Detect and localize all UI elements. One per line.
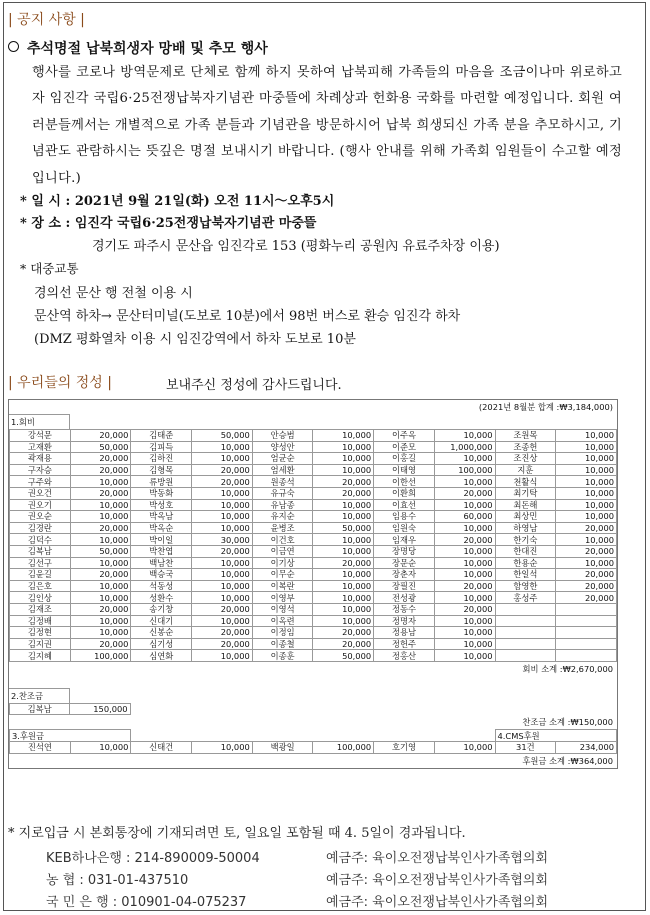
donation-amount: 10,000 (556, 534, 617, 546)
donor-name: 정헌주 (374, 638, 435, 650)
donor-name: 권오건 (10, 487, 71, 499)
member-group-label: 1.회비 (9, 414, 70, 429)
donor-name: 김지혜 (10, 650, 71, 662)
donation-amount: 10,000 (192, 522, 253, 534)
account-holder: 예금주: 육이오전쟁납북인사가족협의회 (326, 895, 548, 910)
donor-name: 이옥련 (252, 615, 313, 627)
donor-name: 최상민 (495, 511, 556, 523)
table-row (10, 441, 617, 453)
donation-amount: 10,000 (313, 499, 374, 511)
account-holder: 예금주: 육이오전쟁납북인사가족협의회 (326, 851, 548, 866)
donations-title-text: 우리들의 정성 (17, 375, 103, 391)
donor-name: 구자승 (10, 464, 71, 476)
table-row (10, 569, 617, 581)
donor-name: 이홍길 (374, 453, 435, 465)
donor-name: 이한선 (374, 476, 435, 488)
headline-text: 추석명절 납북희생자 망배 및 추모 행사 (27, 41, 268, 57)
donation-amount: 1,000,000 (434, 441, 495, 453)
donation-amount: 10,000 (434, 638, 495, 650)
donation-amount (556, 603, 617, 615)
support-subtotal: 찬조금 소계 :₩150,000 (522, 717, 613, 728)
donor-name: 김인상 (10, 592, 71, 604)
table-row (10, 464, 617, 476)
donation-amount: 20,000 (434, 487, 495, 499)
donor-name: 한대진 (495, 545, 556, 557)
donation-amount: 10,000 (434, 522, 495, 534)
spacer-cell (131, 730, 495, 742)
donor-name: 홍성주 (495, 592, 556, 604)
donation-amount: 10,000 (192, 592, 253, 604)
donor-name (495, 615, 556, 627)
donor-name: 하영남 (495, 522, 556, 534)
donation-amount: 10,000 (313, 453, 374, 465)
donation-amount: 10,000 (70, 615, 131, 627)
donation-amount: 10,000 (313, 464, 374, 476)
table-row (10, 476, 617, 488)
donor-name: 전성광 (374, 592, 435, 604)
donation-amount (556, 650, 617, 662)
donor-name: 윤병조 (252, 522, 313, 534)
donation-amount: 20,000 (70, 464, 131, 476)
donation-amount: 50,000 (313, 650, 374, 662)
donor-name: 김복남 (10, 703, 70, 715)
donation-amount: 10,000 (556, 511, 617, 523)
donor-name: 박이일 (131, 534, 192, 546)
donor-name: 김은호 (10, 580, 71, 592)
donor-name: 이기상 (252, 557, 313, 569)
donor-name: 신태건 (131, 742, 192, 754)
donor-name: 신대기 (131, 615, 192, 627)
date-label: * 일 시 : (20, 194, 71, 209)
donation-amount: 234,000 (556, 742, 617, 754)
donor-name: 호기영 (374, 742, 435, 754)
notice-title-text: 공지 사항 (17, 12, 76, 28)
donor-name: 엄세환 (252, 464, 313, 476)
donation-amount: 20,000 (192, 476, 253, 488)
donation-amount: 20,000 (313, 476, 374, 488)
donation-amount: 10,000 (434, 545, 495, 557)
donation-amount: 20,000 (556, 580, 617, 592)
donation-amount: 10,000 (192, 499, 253, 511)
donation-amount: 10,000 (70, 534, 131, 546)
donation-amount: 20,000 (434, 603, 495, 615)
donor-name: 김윤길 (10, 569, 71, 581)
member-subtotal: 회비 소계 :₩2,670,000 (522, 663, 613, 674)
table-row (10, 545, 617, 557)
donation-amount: 20,000 (70, 569, 131, 581)
donor-name: 장명당 (374, 545, 435, 557)
sponsor-header-table (9, 729, 617, 753)
donation-table (8, 399, 618, 769)
sponsor-subtotal: 후원금 소계 :₩364,000 (522, 755, 613, 766)
notice-section-title: | 공지 사항 | (8, 12, 85, 28)
donor-name: 김피득 (131, 441, 192, 453)
transit-line-2: 문산역 하차→ 문산터미널(도보로 10분)에서 98번 버스로 환승 임진각 하차 (34, 309, 461, 324)
donor-name: 박성호 (131, 499, 192, 511)
donor-name: 박옥순 (131, 522, 192, 534)
donation-amount: 10,000 (434, 430, 495, 442)
donation-amount: 20,000 (192, 464, 253, 476)
donor-name: 엄균순 (252, 453, 313, 465)
support-table (9, 703, 131, 716)
donor-name: 권오순 (10, 511, 71, 523)
date-value: 2021년 9월 21일(화) 오전 11시～오후5시 (74, 194, 335, 209)
bank-account: 국 민 은 행 : 010901-04-075237 (46, 895, 247, 910)
donor-name: 양성안 (252, 441, 313, 453)
table-row (10, 592, 617, 604)
transit-line-1: 경의선 문산 행 전철 이용 시 (34, 286, 193, 301)
event-place (20, 212, 316, 231)
event-date (20, 190, 334, 209)
cms-label: 4.CMS후원 (495, 730, 617, 742)
donor-name (495, 603, 556, 615)
donor-name: 신봉순 (131, 627, 192, 639)
donation-amount: 10,000 (434, 476, 495, 488)
donations-section-title: | 우리들의 정성 | (8, 375, 112, 391)
donor-name: 정동수 (374, 603, 435, 615)
donation-amount: 10,000 (192, 742, 253, 754)
donation-amount: 10,000 (313, 430, 374, 442)
donor-name: 이건호 (252, 534, 313, 546)
donor-name: 이환희 (374, 487, 435, 499)
donation-amount: 20,000 (192, 545, 253, 557)
donor-name: 고재환 (10, 441, 71, 453)
donor-name: 심기성 (131, 638, 192, 650)
donation-amount: 10,000 (192, 569, 253, 581)
table-row (10, 487, 617, 499)
donor-name: 유지순 (252, 511, 313, 523)
donation-amount: 20,000 (556, 545, 617, 557)
transit-line-3: (DMZ 평화열차 이용 시 임진강역에서 하차 도보로 10분 (34, 332, 356, 347)
donation-amount: 20,000 (70, 487, 131, 499)
donation-amount: 20,000 (556, 569, 617, 581)
donation-amount: 10,000 (192, 580, 253, 592)
table-row (10, 534, 617, 546)
donor-name: 김정배 (10, 615, 71, 627)
donation-amount: 10,000 (556, 430, 617, 442)
donor-name: 조진상 (495, 453, 556, 465)
donor-name: 최돈해 (495, 499, 556, 511)
donation-amount: 20,000 (313, 627, 374, 639)
notice-paragraph: 행사를 코로나 방역문제로 단체로 함께 하지 못하여 납북피해 가족들의 마음을 조금이나마 위로하고자 임진각 국립6·25전쟁납북자기념관 마중뜰에 차례상과 헌화용 국화를 마련할 예정입니다. 회원 여러분들께서는 개별적으로 가족 분들과 기념관을 방문하시어 납북 희생되신 가족 분을 추모하시고, 기념관도 관람하시는 뜻깊은 명절 보내시기 바랍니다. (행사 안내를 위해 가족회 임원들이 수고할 예정입니다.) (32, 65, 622, 186)
donor-name: 김복남 (10, 545, 71, 557)
donor-name: 김덕수 (10, 534, 71, 546)
donor-name: 박동화 (131, 487, 192, 499)
donor-name: 정홍산 (374, 650, 435, 662)
donation-amount: 20,000 (70, 453, 131, 465)
donor-name: 이종철 (252, 638, 313, 650)
donation-amount: 10,000 (70, 627, 131, 639)
donor-name (495, 627, 556, 639)
donation-amount: 50,000 (313, 522, 374, 534)
donation-amount: 30,000 (192, 534, 253, 546)
table-row (10, 615, 617, 627)
table-row (10, 603, 617, 615)
donation-amount: 10,000 (556, 453, 617, 465)
donor-name: 권오기 (10, 499, 71, 511)
donation-amount: 10,000 (313, 580, 374, 592)
donation-amount: 10,000 (192, 487, 253, 499)
donation-amount: 10,000 (70, 557, 131, 569)
donor-name: 박찬엽 (131, 545, 192, 557)
donation-amount: 20,000 (434, 534, 495, 546)
donor-name: 이준모 (374, 441, 435, 453)
donation-amount: 10,000 (70, 592, 131, 604)
donation-amount: 10,000 (434, 499, 495, 511)
donor-name: 이금연 (252, 545, 313, 557)
donation-amount: 10,000 (192, 650, 253, 662)
donation-amount: 10,000 (434, 557, 495, 569)
donation-amount: 20,000 (313, 638, 374, 650)
donor-name: 이태영 (374, 464, 435, 476)
donor-name: 조종헌 (495, 441, 556, 453)
giro-note: * 지로입금 시 본회통장에 기재되려면 토, 일요일 포함될 때 4. 5일이 경과됩니다. (8, 826, 466, 841)
donation-amount: 20,000 (556, 592, 617, 604)
donation-amount: 20,000 (434, 580, 495, 592)
donation-amount: 20,000 (70, 603, 131, 615)
donation-amount: 10,000 (70, 742, 131, 754)
donation-amount: 10,000 (556, 499, 617, 511)
member-table (9, 429, 617, 662)
donation-amount: 20,000 (192, 627, 253, 639)
donor-name: 정명자 (374, 615, 435, 627)
donation-amount: 20,000 (556, 522, 617, 534)
donation-amount: 100,000 (434, 464, 495, 476)
donation-amount: 10,000 (313, 441, 374, 453)
table-row (10, 499, 617, 511)
donor-name: 곽재용 (10, 453, 71, 465)
donor-name: 김지권 (10, 638, 71, 650)
donation-amount: 10,000 (313, 615, 374, 627)
donor-name: 이복란 (252, 580, 313, 592)
notice-headline (8, 38, 268, 58)
circle-bullet-icon (8, 41, 19, 52)
bank-account: KEB하나은행 : 214-890009-50004 (46, 851, 260, 866)
donation-amount: 10,000 (70, 476, 131, 488)
donor-name: 장필진 (374, 580, 435, 592)
sponsor-row (10, 742, 617, 754)
donor-name: 안승범 (252, 430, 313, 442)
donation-amount: 10,000 (313, 511, 374, 523)
donation-amount: 10,000 (313, 545, 374, 557)
donor-name: 김선구 (10, 557, 71, 569)
donation-amount: 10,000 (556, 441, 617, 453)
sponsor-group-label: 3.후원금 (10, 730, 131, 742)
donation-amount: 10,000 (192, 441, 253, 453)
donor-name: 이영부 (252, 592, 313, 604)
donation-amount: 20,000 (192, 603, 253, 615)
table-row (10, 580, 617, 592)
donation-amount: 100,000 (70, 650, 131, 662)
donation-amount: 10,000 (556, 487, 617, 499)
table-row (10, 511, 617, 523)
donation-amount (556, 615, 617, 627)
donor-name: 박옥남 (131, 511, 192, 523)
donation-amount: 10,000 (434, 650, 495, 662)
donor-name: 임재우 (374, 534, 435, 546)
donor-name: 김재조 (10, 603, 71, 615)
donor-name: 석동성 (131, 580, 192, 592)
donation-amount: 150,000 (70, 703, 130, 715)
donor-name: 함영한 (495, 580, 556, 592)
donation-amount: 10,000 (313, 569, 374, 581)
donation-amount: 10,000 (192, 511, 253, 523)
donor-name: 조원목 (495, 430, 556, 442)
donor-name: 임용수 (374, 511, 435, 523)
table-row (10, 650, 617, 662)
donor-name (495, 638, 556, 650)
donation-amount: 20,000 (70, 638, 131, 650)
donor-name: 이무순 (252, 569, 313, 581)
donation-amount: 10,000 (313, 592, 374, 604)
donation-amount: 10,000 (434, 453, 495, 465)
donor-name: 김경란 (10, 522, 71, 534)
donation-amount: 20,000 (192, 638, 253, 650)
table-row (10, 430, 617, 442)
donor-name: 최기탁 (495, 487, 556, 499)
donation-amount: 10,000 (313, 534, 374, 546)
donor-name: 이주옥 (374, 430, 435, 442)
donor-name: 정용남 (374, 627, 435, 639)
donor-name: 구주와 (10, 476, 71, 488)
donation-amount: 100,000 (313, 742, 374, 754)
donation-amount: 10,000 (192, 557, 253, 569)
donor-name: 류방원 (131, 476, 192, 488)
donation-amount: 10,000 (192, 453, 253, 465)
donation-amount: 10,000 (556, 476, 617, 488)
place-value: 임진각 국립6·25전쟁납북자기념관 마중뜰 (74, 216, 317, 231)
table-row (10, 703, 131, 715)
donor-name: 성환수 (131, 592, 192, 604)
donor-name: 유규숙 (252, 487, 313, 499)
donation-amount: 10,000 (434, 569, 495, 581)
table-row (10, 557, 617, 569)
table-row (10, 522, 617, 534)
account-holder: 예금주: 육이오전쟁납북인사가족협의회 (326, 873, 548, 888)
donor-name: 장춘자 (374, 569, 435, 581)
donor-name: 이종훈 (252, 650, 313, 662)
donation-amount: 20,000 (70, 522, 131, 534)
donation-amount: 10,000 (70, 580, 131, 592)
donor-name: 김태준 (131, 430, 192, 442)
donor-name: 31건 (495, 742, 556, 754)
donation-amount (556, 627, 617, 639)
donation-amount: 10,000 (70, 499, 131, 511)
table-row (10, 638, 617, 650)
donor-name: 지훈 (495, 464, 556, 476)
donation-amount: 50,000 (70, 441, 131, 453)
donations-subtitle: 보내주신 정성에 감사드립니다. (166, 378, 342, 393)
donation-amount: 50,000 (70, 545, 131, 557)
donor-name: 임원숙 (374, 522, 435, 534)
donor-name: 한일석 (495, 569, 556, 581)
donor-name: 한용순 (495, 557, 556, 569)
donor-name: 이정임 (252, 627, 313, 639)
donation-amount: 10,000 (313, 603, 374, 615)
donation-amount: 60,000 (434, 511, 495, 523)
donor-name: 이효선 (374, 499, 435, 511)
donation-amount: 10,000 (434, 615, 495, 627)
donation-amount: 10,000 (434, 627, 495, 639)
donor-name: 장문순 (374, 557, 435, 569)
donor-name: 김하진 (131, 453, 192, 465)
donor-name: 강석문 (10, 430, 71, 442)
donor-name: 백광일 (252, 742, 313, 754)
donor-name: 진석연 (10, 742, 71, 754)
support-group-label: 2.찬조금 (9, 688, 70, 703)
donation-amount: 10,000 (434, 742, 495, 754)
period-total: (2021년 8월분 합계 :₩3,184,000) (478, 402, 613, 412)
event-address: 경기도 파주시 문산읍 임진각로 153 (평화누리 공원內 유료주차장 이용) (92, 239, 500, 254)
place-label: * 장 소 : (20, 216, 71, 231)
transit-title: * 대중교통 (20, 261, 79, 276)
donation-amount (556, 638, 617, 650)
donation-amount: 20,000 (313, 557, 374, 569)
member-rows (10, 430, 617, 662)
donor-name: 원종석 (252, 476, 313, 488)
donation-amount: 10,000 (556, 464, 617, 476)
table-row (10, 453, 617, 465)
donor-name: 송기창 (131, 603, 192, 615)
donor-name: 한기숙 (495, 534, 556, 546)
donation-amount: 20,000 (313, 487, 374, 499)
donation-amount: 10,000 (192, 615, 253, 627)
donor-name: 천활식 (495, 476, 556, 488)
donor-name: 심연화 (131, 650, 192, 662)
donor-name: 유남종 (252, 499, 313, 511)
donor-name: 김정현 (10, 627, 71, 639)
donation-amount: 10,000 (556, 557, 617, 569)
donor-name: 김형목 (131, 464, 192, 476)
donation-amount: 50,000 (192, 430, 253, 442)
donation-amount: 10,000 (70, 511, 131, 523)
donor-name: 이영석 (252, 603, 313, 615)
table-row (10, 627, 617, 639)
bank-account: 농 협 : 031-01-437510 (46, 873, 189, 888)
donation-amount: 20,000 (70, 430, 131, 442)
donor-name: 백승국 (131, 569, 192, 581)
donor-name: 백남찬 (131, 557, 192, 569)
donation-amount: 10,000 (434, 592, 495, 604)
donor-name (495, 650, 556, 662)
